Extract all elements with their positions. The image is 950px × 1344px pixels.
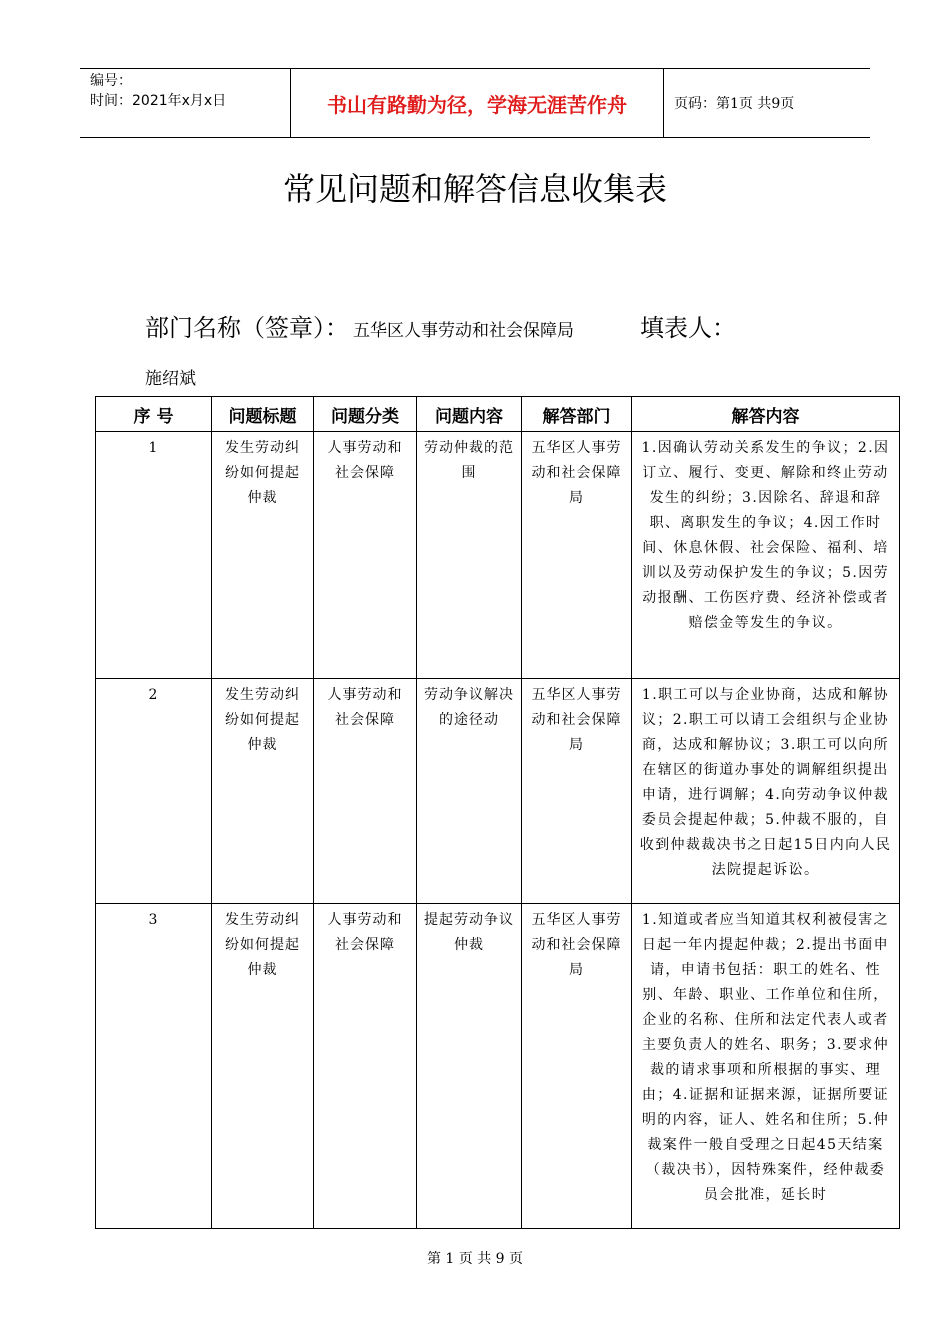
page-header (80, 68, 870, 138)
page-footer: 第 1 页 共 9 页 (426, 1251, 524, 1267)
cell-category: 人事劳动和社会保障 (314, 904, 417, 1229)
col-header-content: 问题内容 (417, 397, 522, 432)
cell-dept: 五华区人事劳动和社会保障局 (522, 432, 632, 679)
col-header-dept: 解答部门 (522, 397, 632, 432)
table-row (96, 904, 900, 1229)
motto: 书山有路勤为径，学海无涯苦作舟 (291, 69, 664, 137)
dept-label: 部门名称（签章）： (145, 314, 349, 342)
cell-content: 劳动争议解决的途径动 (417, 679, 522, 904)
cell-dept: 五华区人事劳动和社会保障局 (522, 904, 632, 1229)
col-header-no: 序 号 (96, 397, 212, 432)
faq-table (95, 396, 900, 1229)
cell-content: 提起劳动争议仲裁 (417, 904, 522, 1229)
cell-dept: 五华区人事劳动和社会保障局 (522, 679, 632, 904)
col-header-category: 问题分类 (314, 397, 417, 432)
time-label: 时间：2021年x月x日 (90, 93, 227, 109)
code-label: 编号： (90, 73, 132, 89)
cell-answer: 1.因确认劳动关系发生的争议；2.因订立、履行、变更、解除和终止劳动发生的纠纷；3.因除名、辞退和辞职、离职发生的争议；4.因工作时间、休息休假、社会保险、福利、培训以及劳动保护发生的争议；5.因劳动报酬、工伤医疗费、经济补偿或者赔偿金等发生的争议。 (632, 432, 900, 679)
header-meta (80, 69, 291, 137)
cell-title: 发生劳动纠纷如何提起仲裁 (212, 904, 314, 1229)
document-title: 常见问题和解答信息收集表 (282, 170, 667, 208)
dept-value: 五华区人事劳动和社会保障局 (353, 321, 574, 341)
table-row (96, 432, 900, 679)
cell-content: 劳动仲裁的范围 (417, 432, 522, 679)
table-row (96, 679, 900, 904)
cell-answer: 1.知道或者应当知道其权利被侵害之日起一年内提起仲裁；2.提出书面申请，申请书包括：职工的姓名、性别、年龄、职业、工作单位和住所，企业的名称、住所和法定代表人或者主要负责人的姓名、职务；3.要求仲裁的请求事项和所根据的事实、理由；4.证据和证据来源，证据所要证明的内容，证人、姓名和住所；5.仲裁案件一般自受理之日起45天结案（裁决书），因特殊案件，经仲裁委员会批准，延长时 (632, 904, 900, 1229)
cell-category: 人事劳动和社会保障 (314, 679, 417, 904)
filler-label: 填表人： (640, 314, 736, 342)
dept-line (145, 308, 736, 343)
cell-title: 发生劳动纠纷如何提起仲裁 (212, 679, 314, 904)
cell-no: 3 (96, 904, 212, 1229)
cell-no: 2 (96, 679, 212, 904)
cell-no: 1 (96, 432, 212, 679)
cell-category: 人事劳动和社会保障 (314, 432, 417, 679)
cell-answer: 1.职工可以与企业协商，达成和解协议；2.职工可以请工会组织与企业协商，达成和解协议；3.职工可以向所在辖区的街道办事处的调解组织提出申请，进行调解；4.向劳动争议仲裁委员会提起仲裁；5.仲裁不服的，自收到仲裁裁决书之日起15日内向人民法院提起诉讼。 (632, 679, 900, 904)
col-header-answer: 解答内容 (632, 397, 900, 432)
table-header-row (96, 397, 900, 432)
cell-title: 发生劳动纠纷如何提起仲裁 (212, 432, 314, 679)
col-header-title: 问题标题 (212, 397, 314, 432)
filler-name: 施绍斌 (145, 369, 196, 389)
page-number-label: 页码：第1页 共9页 (674, 96, 795, 112)
